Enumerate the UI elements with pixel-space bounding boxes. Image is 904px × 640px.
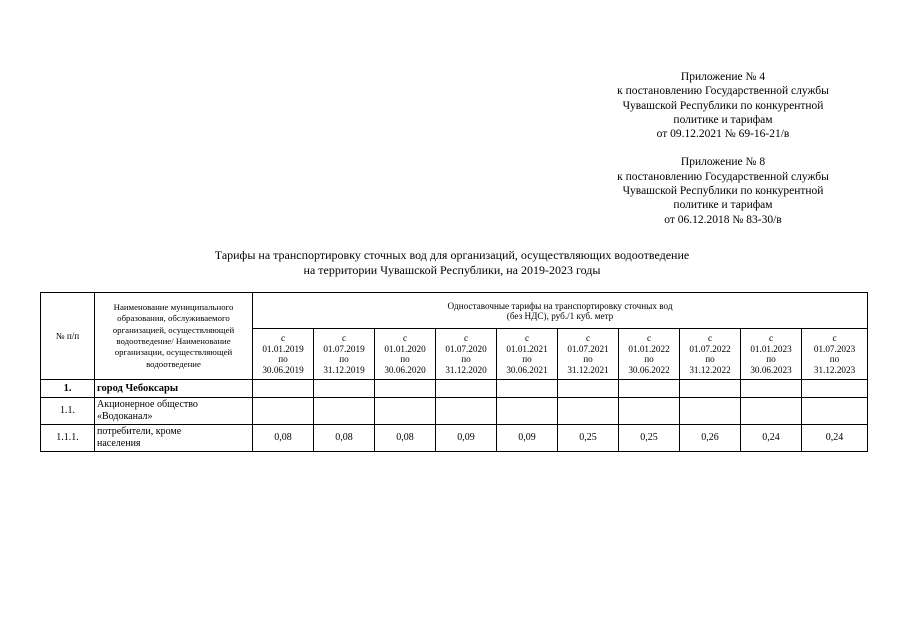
period-from: 01.07.2021 [567, 343, 609, 354]
row-num-cell [41, 380, 95, 398]
period-to: 31.12.2021 [567, 364, 609, 375]
tariff-value: 0,09 [497, 425, 558, 452]
header-tariffs-line1: Одноставочные тарифы на транспортировку сточных вод [447, 300, 673, 311]
table-header-row [41, 293, 868, 329]
tariff-value: 0,25 [558, 425, 619, 452]
row-name-line2: «Водоканал» [97, 411, 153, 422]
empty-cell [741, 398, 802, 425]
header-num: № п/п [55, 331, 80, 341]
appendix-8-title: Приложение № 8 [680, 156, 766, 169]
table-row-city [41, 380, 868, 398]
period-to-word: по [766, 354, 776, 364]
appendix-spacer [588, 141, 858, 155]
period-to: 31.12.2019 [323, 364, 365, 375]
row-name-line2: населения [97, 438, 141, 449]
appendix-4-title: Приложение № 4 [680, 71, 766, 83]
period-to: 30.06.2022 [628, 364, 670, 375]
period-from: 01.01.2023 [750, 343, 792, 354]
tariff-value: 0,26 [680, 425, 741, 452]
appendix-4-date: от 09.12.2021 № 69-16-21/в [656, 128, 790, 141]
row-num: 1. [63, 383, 72, 394]
row-num: 1.1. [60, 405, 75, 416]
document-title-line1: Тарифы на транспортировку сточных вод для организаций, осуществляющих водоотведение [214, 248, 690, 262]
period-to: 30.06.2019 [262, 364, 304, 375]
period-cell [802, 329, 868, 380]
appendix-4-line2: Чувашской Республики по конкурентной [622, 99, 824, 112]
header-name-cell [95, 293, 253, 380]
tariff-value: 0,24 [741, 425, 802, 452]
period-from-word: с [707, 333, 713, 343]
document-title [0, 248, 904, 277]
period-to: 31.12.2020 [445, 364, 487, 375]
appendix-4-line3: политике и тарифам [673, 113, 773, 126]
empty-cell [680, 380, 741, 398]
empty-cell [619, 398, 680, 425]
empty-cell [558, 398, 619, 425]
empty-cell [253, 380, 314, 398]
empty-cell [741, 380, 802, 398]
period-to: 31.12.2023 [813, 364, 856, 375]
period-to: 30.06.2021 [506, 364, 548, 375]
period-to-word: по [829, 354, 840, 364]
tariff-value: 0,08 [314, 425, 375, 452]
period-to-word: по [339, 354, 349, 364]
row-name: город Чебоксары [97, 383, 179, 394]
period-from: 01.07.2022 [689, 343, 731, 354]
period-cell [253, 329, 314, 380]
period-from-word: с [463, 333, 469, 343]
period-cell [680, 329, 741, 380]
period-to: 30.06.2020 [384, 364, 426, 375]
period-from: 01.07.2020 [445, 343, 487, 354]
period-to-word: по [522, 354, 532, 364]
tariff-value: 0,09 [436, 425, 497, 452]
appendix-4-line1: к постановлению Государственной службы [617, 85, 829, 98]
table-row-consumers [41, 425, 868, 452]
row-num: 1.1.1. [56, 432, 79, 443]
empty-cell [802, 380, 868, 398]
tariff-table [40, 292, 868, 452]
empty-cell [802, 398, 868, 425]
appendix-8-line2: Чувашской Республики по конкурентной [622, 185, 824, 198]
empty-cell [314, 380, 375, 398]
row-num-cell [41, 425, 95, 452]
appendix-block [588, 70, 858, 227]
period-from: 01.07.2023 [813, 343, 856, 354]
period-to-word: по [461, 354, 471, 364]
period-from-word: с [585, 333, 591, 343]
period-from: 01.01.2020 [384, 343, 426, 354]
period-from-word: с [646, 333, 652, 343]
period-cell [375, 329, 436, 380]
empty-cell [497, 380, 558, 398]
row-num-cell [41, 398, 95, 425]
header-tariffs-cell [253, 293, 868, 329]
period-to-word: по [583, 354, 593, 364]
tariff-value: 0,24 [802, 425, 868, 452]
appendix-8-line3: политике и тарифам [673, 199, 773, 212]
period-to: 31.12.2022 [689, 364, 731, 375]
row-name-cell [95, 398, 253, 425]
period-from-word: с [524, 333, 530, 343]
empty-cell [497, 398, 558, 425]
period-from-word: с [402, 333, 408, 343]
table-row-organization [41, 398, 868, 425]
empty-cell [558, 380, 619, 398]
period-cell [741, 329, 802, 380]
empty-cell [314, 398, 375, 425]
period-to-word: по [278, 354, 288, 364]
period-to: 30.06.2023 [750, 364, 792, 375]
header-name: Наименование муниципального образования, обслуживаемого организацией, осуществляющей водоотведение/ Наименование организации, осуществляющей водоотведение [112, 302, 235, 369]
period-cell [619, 329, 680, 380]
period-from: 01.01.2022 [628, 343, 670, 354]
empty-cell [619, 380, 680, 398]
empty-cell [436, 398, 497, 425]
period-from-word: с [768, 333, 774, 343]
empty-cell [680, 398, 741, 425]
period-cell [436, 329, 497, 380]
row-name-line1: потребители, кроме [97, 426, 182, 437]
empty-cell [375, 380, 436, 398]
tariff-value: 0,08 [375, 425, 436, 452]
appendix-8-date: от 06.12.2018 № 83-30/в [664, 213, 782, 226]
header-num-cell [41, 293, 95, 380]
row-name-cell [95, 380, 253, 398]
period-cell [314, 329, 375, 380]
period-to-word: по [644, 354, 654, 364]
period-from-word: с [341, 333, 347, 343]
document-title-line2: на территории Чувашской Республики, на 2019-2023 годы [303, 262, 601, 277]
empty-cell [436, 380, 497, 398]
period-from: 01.01.2019 [262, 343, 304, 354]
row-name-line1: Акционерное общество [97, 399, 198, 410]
row-name-cell [95, 425, 253, 452]
tariff-value: 0,08 [253, 425, 314, 452]
period-from-word: с [280, 333, 286, 343]
empty-cell [375, 398, 436, 425]
period-from: 01.01.2021 [506, 343, 548, 354]
period-to-word: по [400, 354, 410, 364]
period-cell [497, 329, 558, 380]
appendix-8-line1: к постановлению Государственной службы [617, 170, 829, 183]
empty-cell [253, 398, 314, 425]
period-from: 01.07.2019 [323, 343, 365, 354]
header-tariffs-line2: (без НДС), руб./1 куб. метр [506, 310, 614, 321]
period-from-word: с [832, 333, 837, 343]
period-to-word: по [705, 354, 715, 364]
tariff-value: 0,25 [619, 425, 680, 452]
period-cell [558, 329, 619, 380]
